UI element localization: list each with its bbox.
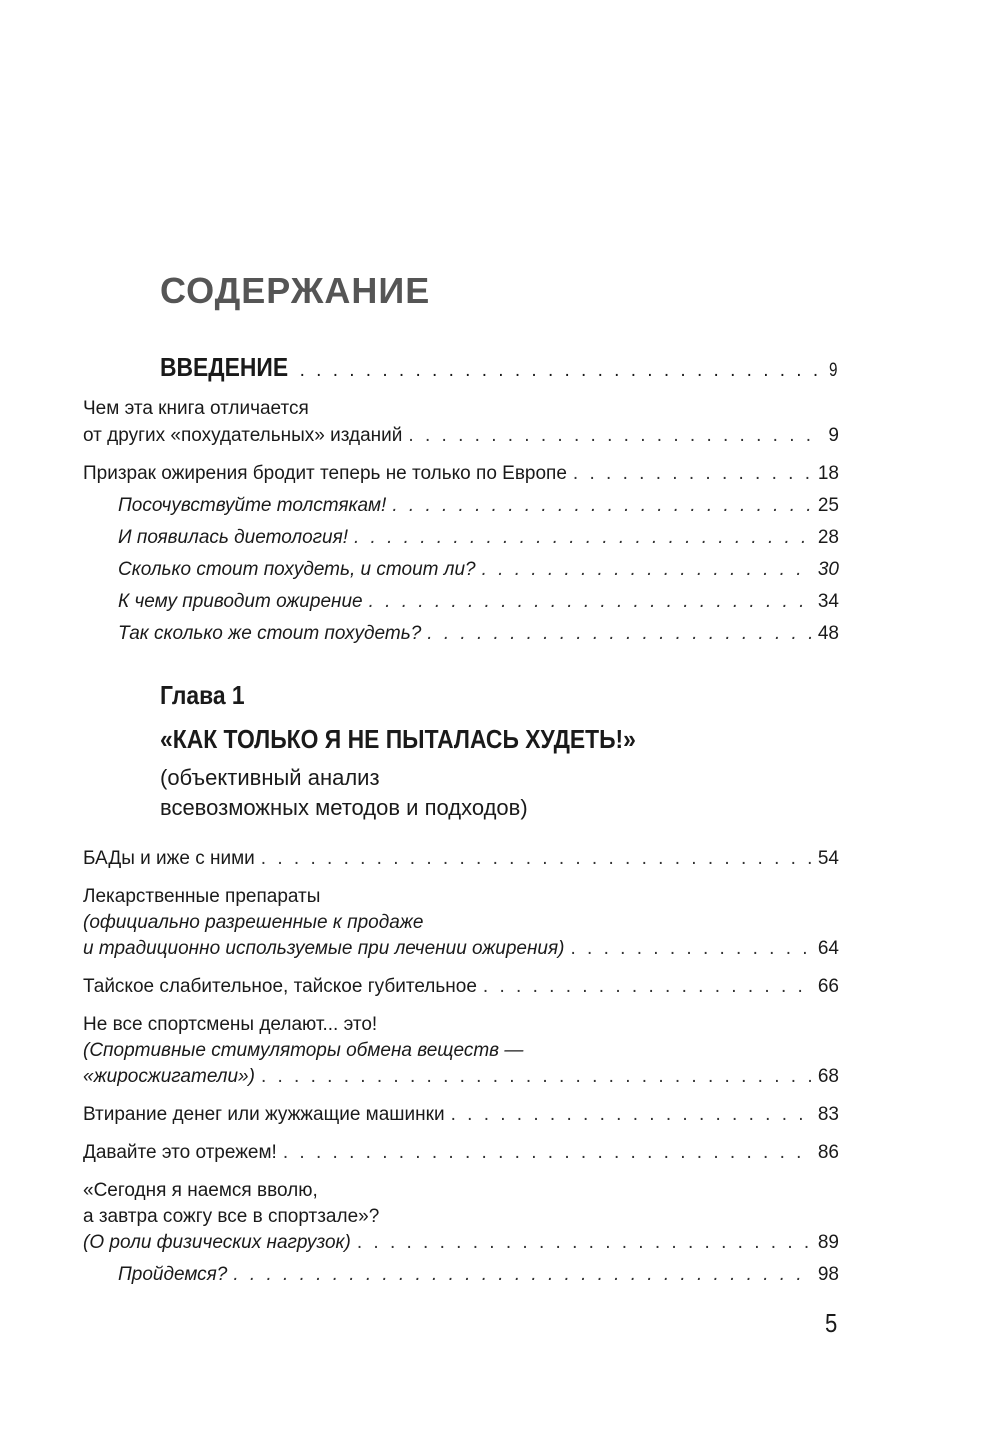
page-number: 5 xyxy=(825,1308,838,1338)
toc-subentry[interactable] xyxy=(118,1264,839,1286)
toc-entry[interactable] xyxy=(83,463,839,485)
toc-subentry[interactable] xyxy=(118,623,839,645)
toc-entry-title: Давайте это отрежем! xyxy=(83,1142,277,1163)
dot-leader xyxy=(573,463,812,485)
dot-leader xyxy=(570,938,811,960)
toc-page-number: 28 xyxy=(817,527,839,548)
toc-section-title: ВВЕДЕНИЕ xyxy=(160,352,289,382)
toc-entry-title: Посочувствуйте толстякам! xyxy=(118,495,387,516)
toc-page-number: 54 xyxy=(817,848,839,869)
toc-entry[interactable] xyxy=(83,1066,839,1088)
toc-entry-title: Втирание денег или жужжащие машинки xyxy=(83,1104,445,1125)
toc-page-number: 18 xyxy=(817,463,839,484)
dot-leader xyxy=(300,360,821,382)
dot-leader xyxy=(392,495,812,517)
toc-entry-title: Сколько стоит похудеть, и стоит ли? xyxy=(118,559,476,580)
toc-subentry[interactable] xyxy=(118,559,839,581)
toc-entry-title: Тайское слабительное, тайское губительное xyxy=(83,976,477,997)
dot-leader xyxy=(233,1264,812,1286)
toc-entry[interactable] xyxy=(83,976,839,998)
toc-entry-line: Чем эта книга отличается xyxy=(83,398,309,419)
dot-leader xyxy=(451,1104,812,1126)
toc-entry-title: И появилась диетология! xyxy=(118,527,348,548)
toc-entry[interactable] xyxy=(83,938,839,960)
toc-page-number: 68 xyxy=(817,1066,839,1087)
toc-subentry[interactable] xyxy=(118,527,839,549)
dot-leader xyxy=(369,591,812,613)
toc-page-number: 64 xyxy=(817,938,839,959)
toc-subentry[interactable] xyxy=(118,495,839,517)
toc-entry[interactable] xyxy=(83,848,839,870)
dot-leader xyxy=(357,1232,812,1254)
toc-entry-line: Не все спортсмены делают... это! xyxy=(83,1014,378,1035)
toc-page-number: 48 xyxy=(817,623,839,644)
dot-leader xyxy=(427,623,812,645)
toc-entry-title: БАДы и иже с ними xyxy=(83,848,255,869)
toc-page-number: 86 xyxy=(817,1142,839,1163)
chapter-subtitle: всевозможных методов и подходов) xyxy=(160,795,528,820)
dot-leader xyxy=(261,848,812,870)
toc-page-number: 25 xyxy=(817,495,839,516)
toc-entry-introduction[interactable] xyxy=(160,352,839,383)
toc-entry-line: (официально разрешенные к продаже xyxy=(83,912,424,933)
toc-page-number: 9 xyxy=(828,425,839,446)
chapter-subtitle: (объективный анализ xyxy=(160,765,380,790)
toc-entry[interactable] xyxy=(83,1232,839,1254)
dot-leader xyxy=(354,527,812,549)
dot-leader xyxy=(408,425,822,447)
dot-leader xyxy=(483,976,812,998)
dot-leader xyxy=(283,1142,812,1164)
toc-entry-title: (О роли физических нагрузок) xyxy=(83,1232,351,1253)
toc-page-number: 30 xyxy=(817,559,839,580)
dot-leader xyxy=(261,1066,812,1088)
toc-page-number: 34 xyxy=(817,591,839,612)
toc-entry[interactable] xyxy=(83,425,839,447)
toc-entry[interactable] xyxy=(83,1142,839,1164)
chapter-label: Глава 1 xyxy=(160,680,245,710)
toc-page-number: 66 xyxy=(817,976,839,997)
toc-entry-title: Призрак ожирения бродит теперь не только по Европе xyxy=(83,463,567,484)
toc-entry-line: Лекарственные препараты xyxy=(83,886,321,907)
toc-entry-line: (Спортивные стимуляторы обмена веществ — xyxy=(83,1040,524,1061)
toc-entry-title: К чему приводит ожирение xyxy=(118,591,363,612)
toc-page-number: 89 xyxy=(817,1232,839,1253)
toc-page-number: 83 xyxy=(817,1104,839,1125)
toc-entry-line: а завтра сожгу все в спортзале»? xyxy=(83,1206,380,1227)
toc-entry-title: Так сколько же стоит похудеть? xyxy=(118,623,422,644)
toc-entry-title: от других «похудательных» изданий xyxy=(83,425,403,446)
toc-entry[interactable] xyxy=(83,1104,839,1126)
toc-entry-title: «жиросжигатели») xyxy=(83,1066,255,1087)
toc-page-number: 9 xyxy=(829,360,838,381)
toc-entry-title: и традиционно используемые при лечении ожирения) xyxy=(83,938,565,959)
dot-leader xyxy=(482,559,812,581)
toc-entry-line: «Сегодня я наемся вволю, xyxy=(83,1180,318,1201)
page-title: СОДЕРЖАНИЕ xyxy=(160,270,431,311)
toc-entry-title: Пройдемся? xyxy=(118,1264,228,1285)
toc-subentry[interactable] xyxy=(118,591,839,613)
chapter-title: «КАК ТОЛЬКО Я НЕ ПЫТАЛАСЬ ХУДЕТЬ!» xyxy=(160,724,636,754)
toc-page-number: 98 xyxy=(817,1264,839,1285)
